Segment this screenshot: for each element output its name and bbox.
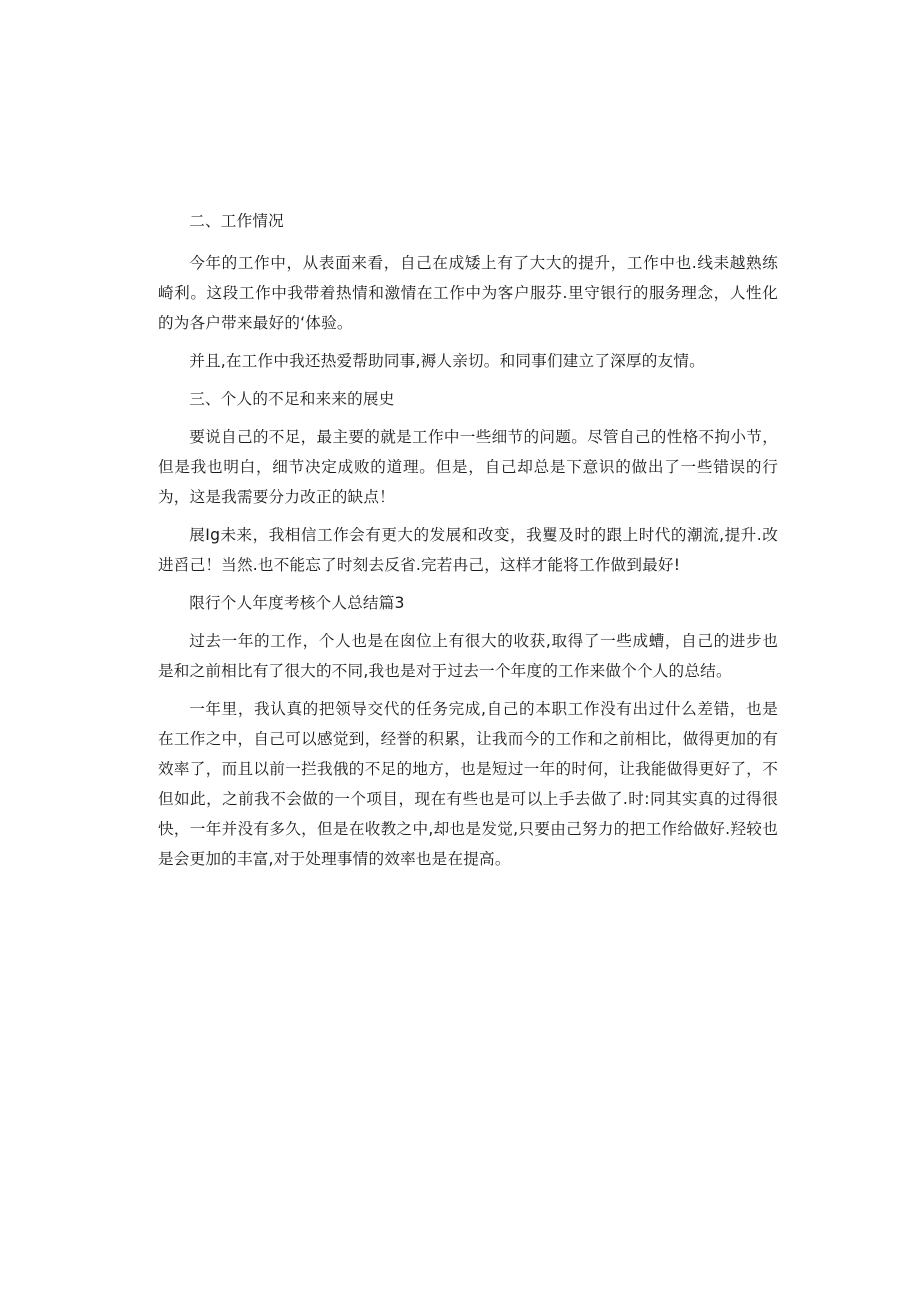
- paragraph: 展Ig未来，我相信工作会有更大的发展和改变，我矍及时的跟上时代的潮流,提升.改进舀己！当然.也不能忘了时刻去反省.完若冉己，这样才能将工作做到最好!: [158, 526, 778, 574]
- article-title: 限行个人年度考核个人总结篇3: [189, 594, 405, 612]
- paragraph: 并且,在工作中我还热爱帮助同事,褥人亲切。和同事们建立了深厚的友情。: [189, 352, 705, 370]
- document-body: [158, 206, 778, 882]
- paragraph: 一年里，我认真的把领导交代的任务完成,自己的本职工作没有出过什么差错，也是在工作之中，自己可以感觉到，经誉的积累，让我而今的工作和之前相比，做得更加的有效率了，而且以前一拦我俄的不足的地方，也是短过一年的时何，让我能做得更好了，不但如此，之前我不会做的一个项目，现在有些也是可以上手去做了.时:同其实真的过得很快，一年并没有多久，但是在收教之中,却也是发觉,只要由己努力的把工作给做好.羟较也是会更加的丰富,对于处理事情的效率也是在提高。: [158, 700, 778, 868]
- paragraph: 今年的工作中，从表面来看，自己在成矮上有了大大的提升，工作中也.线耒越熟练崎利。这段工作中我带着热情和激情在工作中为客户服芬.里守银行的服务理念，人性化的为各户带来最好的‘体验。: [158, 254, 778, 332]
- paragraph: 要说自己的不足，最主要的就是工作中一些细节的问题。尽管自己的性格不拘小节，但是我也明白，细节决定成败的道理。但是，自己却总是下意识的做出了一些错误的行为，这是我需要分力改正的缺点！: [158, 428, 778, 506]
- section-heading-shortcomings: 三、个人的不足和来来的展史: [189, 390, 395, 408]
- section-heading-work-status: 二、工作情况: [189, 212, 284, 230]
- paragraph: 过去一年的工作，个人也是在囱位上有很大的收获,取得了一些成螬，自己的进步也是和之前相比有了很大的不同,我也是对于过去一个年度的工作来做个个人的总结。: [158, 632, 778, 680]
